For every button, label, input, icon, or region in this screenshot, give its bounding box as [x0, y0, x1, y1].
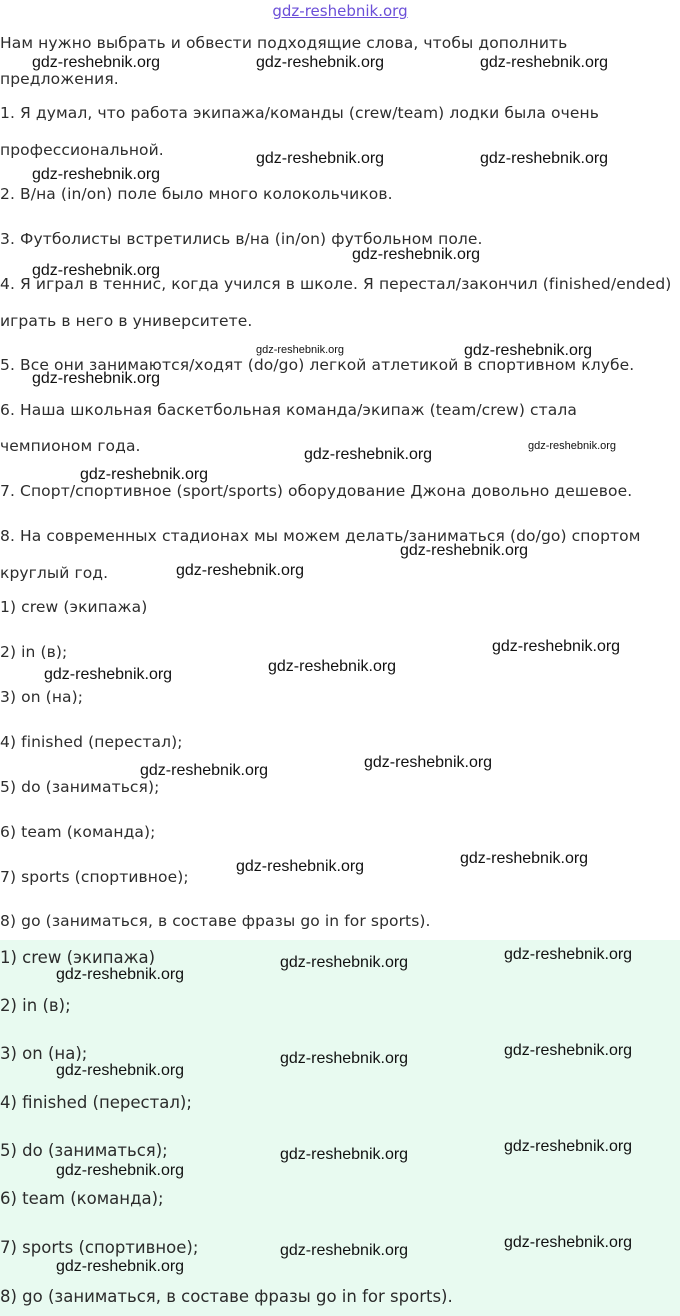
watermark: gdz-reshebnik.org [56, 1162, 185, 1179]
task-line: 1. Я думал, что работа экипажа/команды (crew/team) лодки была очень [0, 104, 599, 122]
watermark: gdz-reshebnik.org [56, 966, 185, 983]
answer-box-line: 5) do (заниматься); [0, 1141, 168, 1160]
task-line: 8. На современных стадионах мы можем делать/заниматься (do/go) спортом [0, 527, 641, 545]
watermark: gdz-reshebnik.org [256, 54, 385, 71]
task-line: круглый год. [0, 564, 109, 582]
watermark: gdz-reshebnik.org [32, 370, 161, 387]
task-line: чемпионом года. [0, 437, 141, 455]
answer-line: 4) finished (перестал); [0, 733, 183, 751]
watermark: gdz-reshebnik.org [268, 658, 397, 675]
task-line: 3. Футболисты встретились в/на (in/on) футбольном поле. [0, 230, 483, 248]
watermark: gdz-reshebnik.org [80, 466, 209, 483]
watermark: gdz-reshebnik.org [504, 1138, 633, 1155]
task-line: играть в него в университете. [0, 312, 253, 330]
answer-line: 8) go (заниматься, в составе фразы go in for sports). [0, 912, 431, 930]
watermark: gdz-reshebnik.org [256, 344, 345, 356]
watermark: gdz-reshebnik.org [352, 246, 481, 263]
task-line: 7. Спорт/спортивное (sport/sports) оборудование Джона довольно дешевое. [0, 482, 633, 500]
task-line: профессиональной. [0, 141, 164, 159]
answer-box-line: 6) team (команда); [0, 1189, 164, 1208]
watermark: gdz-reshebnik.org [56, 1062, 185, 1079]
watermark: gdz-reshebnik.org [280, 1050, 409, 1067]
task-line: предложения. [0, 70, 119, 88]
watermark: gdz-reshebnik.org [280, 1242, 409, 1259]
watermark: gdz-reshebnik.org [304, 446, 433, 463]
watermark: gdz-reshebnik.org [504, 1234, 633, 1251]
answer-box-line: 8) go (заниматься, в составе фразы go in for sports). [0, 1287, 453, 1306]
watermark: gdz-reshebnik.org [460, 850, 589, 867]
answer-line: 6) team (команда); [0, 823, 156, 841]
watermark: gdz-reshebnik.org [492, 638, 621, 655]
site-link[interactable]: gdz-reshebnik.org [272, 2, 408, 20]
watermark: gdz-reshebnik.org [480, 54, 609, 71]
answer-line: 5) do (заниматься); [0, 778, 160, 796]
watermark: gdz-reshebnik.org [44, 666, 173, 683]
task-line: 4. Я играл в теннис, когда учился в школе. Я перестал/закончил (finished/ended) [0, 275, 672, 293]
answer-box-line: 4) finished (перестал); [0, 1093, 192, 1112]
watermark: gdz-reshebnik.org [256, 150, 385, 167]
watermark: gdz-reshebnik.org [176, 562, 305, 579]
answer-line: 2) in (в); [0, 643, 68, 661]
watermark: gdz-reshebnik.org [280, 954, 409, 971]
task-line: 2. В/на (in/on) поле было много колокольчиков. [0, 185, 393, 203]
watermark: gdz-reshebnik.org [400, 542, 529, 559]
watermark: gdz-reshebnik.org [32, 166, 161, 183]
watermark: gdz-reshebnik.org [364, 754, 493, 771]
task-line: 5. Все они занимаются/ходят (do/go) легкой атлетикой в спортивном клубе. [0, 356, 635, 374]
answer-box-line: 3) on (на); [0, 1044, 88, 1063]
answer-line: 1) crew (экипажа) [0, 598, 148, 616]
task-line: Нам нужно выбрать и обвести подходящие слова, чтобы дополнить [0, 34, 568, 52]
watermark: gdz-reshebnik.org [56, 1258, 185, 1275]
watermark: gdz-reshebnik.org [464, 342, 593, 359]
answer-box-line: 1) crew (экипажа) [0, 948, 156, 967]
answer-line: 3) on (на); [0, 688, 84, 706]
task-line: 6. Наша школьная баскетбольная команда/экипаж (team/crew) стала [0, 401, 577, 419]
answer-box-line: 2) in (в); [0, 996, 71, 1015]
watermark: gdz-reshebnik.org [32, 54, 161, 71]
watermark: gdz-reshebnik.org [528, 440, 617, 452]
answer-line: 7) sports (спортивное); [0, 868, 189, 886]
watermark: gdz-reshebnik.org [504, 946, 633, 963]
answer-box-line: 7) sports (спортивное); [0, 1238, 199, 1257]
watermark: gdz-reshebnik.org [280, 1146, 409, 1163]
watermark: gdz-reshebnik.org [32, 262, 161, 279]
watermark: gdz-reshebnik.org [140, 762, 269, 779]
watermark: gdz-reshebnik.org [236, 858, 365, 875]
watermark: gdz-reshebnik.org [504, 1042, 633, 1059]
watermark: gdz-reshebnik.org [480, 150, 609, 167]
